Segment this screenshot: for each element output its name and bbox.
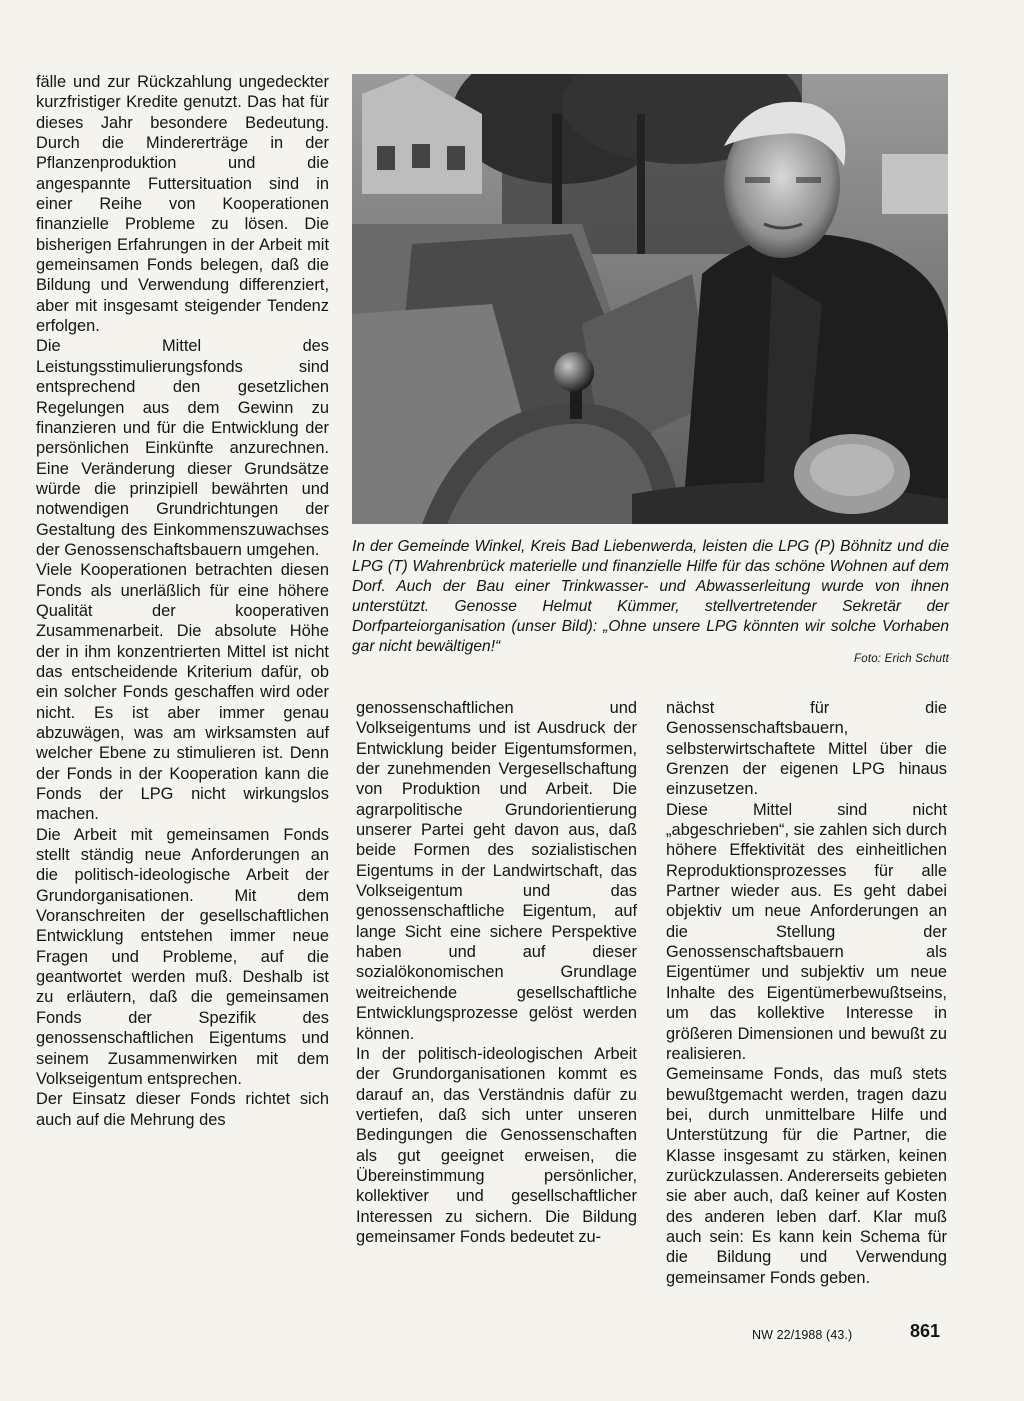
paragraph: Diese Mittel sind nicht „abgeschrieben“, sie zahlen sich durch höhere Effektivität des einheitlichen Reproduktionsprozesses für alle Partner wieder aus. Es geht dabei objektiv um neue Anforderungen an die Stellung der Genossenschaftsbauern als Eigentümer und subjektiv um neue Inhalte des Eigentümerbewußtseins, um das kollektive Interesse in größeren Dimensionen und bewußt zu realisieren.: [666, 800, 947, 1063]
photo-caption: [352, 537, 949, 657]
paragraph: nächst für die Genossenschaftsbauern, selbsterwirtschaftete Mittel über die Grenzen der eigenen LPG hinaus einzusetzen.: [666, 699, 947, 799]
paragraph: Die Arbeit mit gemeinsamen Fonds stellt ständig neue Anforderungen an die politisch-ideologische Arbeit der Grundorganisationen. Mit dem Voranschreiten der gesellschaftlichen Entwicklung entstehen immer neue Fragen und Probleme, auf die geantwortet werden muß. Deshalb ist zu erläutern, daß die gemeinsamen Fonds der Spezifik des genossenschaftlichen Eigentums und seinem Zusammenwirken mit dem Volkseigentum entsprechen.: [36, 825, 329, 1088]
paragraph: Die Mittel des Leistungsstimulierungsfonds sind entsprechend den gesetzlichen Regelungen aus dem Gewinn zu finanzieren und für die Entwicklung der persönlichen Einkünfte anzurechnen. Eine Veränderung dieser Grundsätze würde die prinzipiell bewährten und notwendigen Grundrichtungen der Gestaltung des Einkommenszuwachses der Genossenschaftsbauern umgehen.: [36, 337, 329, 559]
text-column-2: [356, 698, 637, 1247]
text-column-3: [666, 698, 947, 1288]
photo-illustration: [352, 74, 948, 524]
caption-text: In der Gemeinde Winkel, Kreis Bad Liebenwerda, leisten die LPG (P) Böhnitz und die LPG (T) Wahrenbrück materielle und finanzielle Hilfe für das schöne Wohnen auf dem Dorf. Auch der Bau einer Trinkwasser- und Abwasserleitung wurde von ihnen unterstützt. Genosse Helmut Kümmer, stellvertretender Sekretär der Dorfparteiorganisation (unser Bild): „Ohne unsere LPG könnten wir solche Vorhaben gar nicht bewältigen!“: [352, 538, 949, 655]
paragraph: genossenschaftlichen und Volkseigentums und ist Ausdruck der Entwicklung beider Eigentumsformen, der zunehmenden Vergesellschaftung von Produktion und Arbeit. Die agrarpolitische Grundorientierung unserer Partei geht davon aus, daß beide Formen des sozialistischen Eigentums in der Landwirtschaft, das Volkseigentum und das genossenschaftliche Eigentum, auf lange Sicht eine sichere Perspektive haben und auf dieser sozialökonomischen Grundlage weitreichende gesellschaftliche Entwicklungsprozesse gelöst werden können.: [356, 699, 637, 1043]
paragraph: Der Einsatz dieser Fonds richtet sich auch auf die Mehrung des: [36, 1090, 329, 1129]
photo: [352, 74, 948, 524]
page-number: 861: [910, 1321, 941, 1341]
paragraph: In der politisch-ideologischen Arbeit der Grundorganisationen kommt es darauf an, das Verständnis dafür zu vertiefen, daß sich unter unseren Bedingungen die Genossenschaften als gut geeignet erweisen, die Übereinstimmung persönlicher, kollektiver und gesellschaftlicher Interessen zu sichern. Die Bildung gemeinsamer Fonds bedeutet zu-: [356, 1044, 637, 1246]
photo-credit: Foto: Erich Schutt: [854, 653, 949, 665]
issue-reference: NW 22/1988 (43.): [752, 1328, 853, 1342]
paragraph: fälle und zur Rückzahlung ungedeckter kurzfristiger Kredite genutzt. Das hat für dieses Jahr besondere Bedeutung. Durch die Mindererträge in der Pflanzenproduktion und die angespannte Futtersituation sind in einer Reihe von Kooperationen finanzielle Probleme zu lösen. Die bisherigen Erfahrungen in der Arbeit mit gemeinsamen Fonds belegen, daß die Bildung und Verwendung differenziert, aber mit insgesamt steigender Tendenz erfolgen.: [36, 73, 329, 336]
text-column-1: [36, 72, 329, 1130]
paragraph: Gemeinsame Fonds, das muß stets bewußtgemacht werden, tragen dazu bei, durch unmittelbare Hilfe und Unterstützung für die Partner, die Klasse insgesamt zu stärken, keinen zurückzulassen. Andererseits gebieten sie aber auch, daß keiner auf Kosten des anderen leben darf. Klar muß auch sein: Es kann kein Schema für die Bildung und Verwendung gemeinsamer Fonds geben.: [666, 1065, 947, 1287]
paragraph: Viele Kooperationen betrachten diesen Fonds als unerläßlich für eine höhere Qualität der kooperativen Zusammenarbeit. Die absolute Höhe der in ihm konzentrierten Mittel ist nicht das entscheidende Kriterium dafür, ob ein solcher Fonds geschaffen wird oder nicht. Es ist aber immer genau abzuwägen, was am wirksamsten auf welcher Ebene zu stimulieren ist. Denn der Fonds in der Kooperation kann die Fonds der LPG nicht wirkungslos machen.: [36, 561, 329, 824]
